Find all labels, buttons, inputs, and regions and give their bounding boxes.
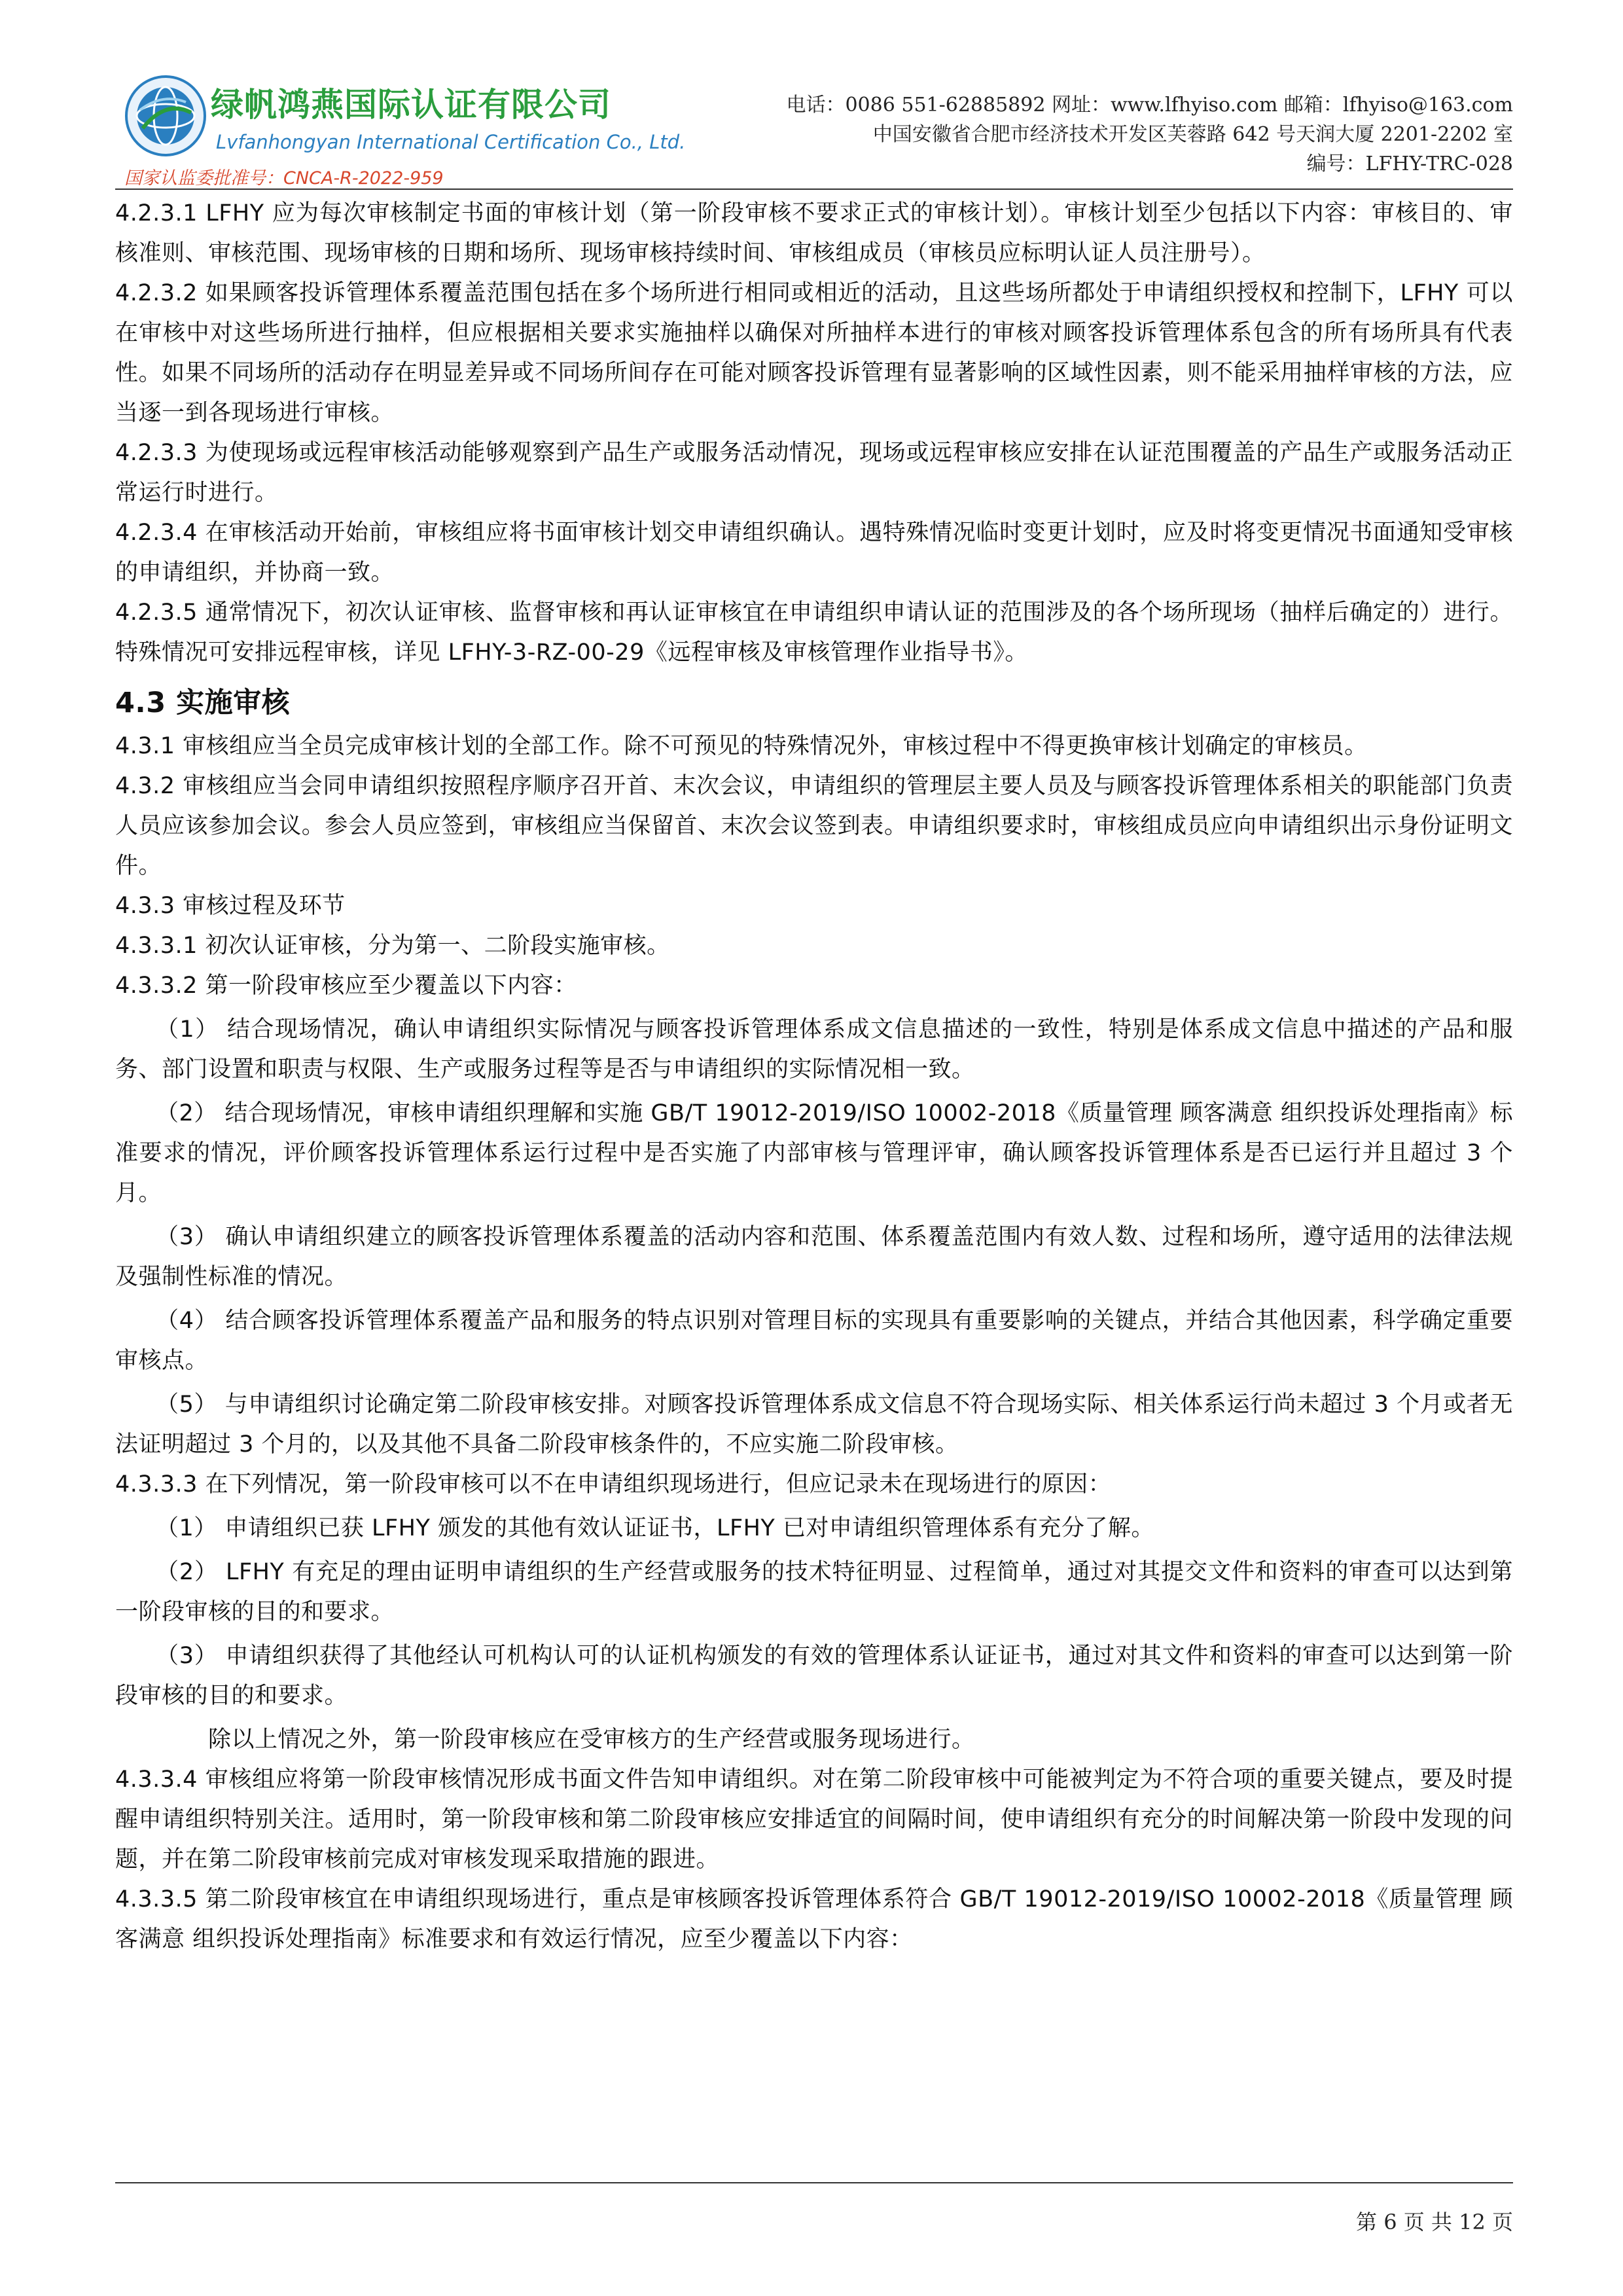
globe-logo-icon (123, 73, 208, 158)
footer-divider (115, 2182, 1513, 2183)
page-header (0, 0, 1623, 196)
clause-4-2-3-2: 4.2.3.2 如果顾客投诉管理体系覆盖范围包括在多个场所进行相同或相近的活动，且这些场所都处于申请组织授权和控制下，LFHY 可以在审核中对这些场所进行抽样，但应根据相关要求实施抽样以确保对所抽样本进行的审核对顾客投诉管理体系包含的所有场所具有代表性。如果不同场所的活动存在明显差异或不同场所间存在可能对顾客投诉管理有显著影响的区域性因素，则不能采用抽样审核的方法，应当逐一到各现场进行审核。 (115, 280, 1513, 426)
contact-info (786, 90, 1513, 179)
clause-4-2-3-1: 4.2.3.1 LFHY 应为每次审核制定书面的审核计划（第一阶段审核不要求正式的审核计划）。审核计划至少包括以下内容：审核目的、审核准则、审核范围、现场审核的日期和场所、现场审核持续时间、审核组成员（审核员应标明认证人员注册号）。 (115, 200, 1513, 266)
clause-4-3-2: 4.3.2 审核组应当会同申请组织按照程序顺序召开首、末次会议，申请组织的管理层主要人员及与顾客投诉管理体系相关的职能部门负责人员应该参加会议。参会人员应签到，审核组应当保留首、末次会议签到表。申请组织要求时，审核组成员应向申请组织出示身份证明文件。 (115, 773, 1513, 879)
stage1-item-4: （4） 结合顾客投诉管理体系覆盖产品和服务的特点识别对管理目标的实现具有重要影响的关键点，并结合其他因素，科学确定重要审核点。 (115, 1308, 1513, 1374)
document-number: 编号：LFHY-TRC-028 (1306, 152, 1513, 175)
clause-4-3-3: 4.3.3 审核过程及环节 (115, 893, 346, 919)
contact-address: 中国安徽省合肥市经济技术开发区芙蓉路 642 号天润大厦 2201-2202 室 (872, 123, 1513, 146)
clause-4-2-3-4: 4.2.3.4 在审核活动开始前，审核组应将书面审核计划交申请组织确认。遇特殊情况临时变更计划时，应及时将变更情况书面通知受审核的申请组织，并协商一致。 (115, 520, 1513, 586)
offsite-item-2: （2） LFHY 有充足的理由证明申请组织的生产经营或服务的技术特征明显、过程简单，通过对其提交文件和资料的审查可以达到第一阶段审核的目的和要求。 (115, 1559, 1513, 1625)
contact-phone-web-email: 电话：0086 551-62885892 网址：www.lfhyiso.com 邮箱：lfhyiso@163.com (786, 94, 1513, 117)
clause-4-3-1: 4.3.1 审核组应当全员完成审核计划的全部工作。除不可预见的特殊情况外，审核过程中不得更换审核计划确定的审核员。 (115, 733, 1368, 759)
stage1-item-3: （3） 确认申请组织建立的顾客投诉管理体系覆盖的活动内容和范围、体系覆盖范围内有效人数、过程和场所，遵守适用的法律法规及强制性标准的情况。 (115, 1224, 1513, 1290)
section-heading: 4.3 实施审核 (115, 687, 291, 719)
company-name-cn: 绿帆鸿燕国际认证有限公司 (211, 86, 611, 124)
offsite-item-1: （1） 申请组织已获 LFHY 颁发的其他有效认证证书，LFHY 已对申请组织管理体系有充分了解。 (156, 1515, 1154, 1541)
company-logo (123, 73, 208, 158)
clause-4-3-3-1: 4.3.3.1 初次认证审核，分为第一、二阶段实施审核。 (115, 933, 670, 959)
company-name-en: Lvfanhongyan International Certification Co., Ltd. (216, 131, 686, 153)
stage1-item-1: （1） 结合现场情况，确认申请组织实际情况与顾客投诉管理体系成文信息描述的一致性，特别是体系成文信息中描述的产品和服务、部门设置和职责与权限、生产或服务过程等是否与申请组织的实际情况相一致。 (115, 1016, 1513, 1083)
stage1-item-2: （2） 结合现场情况，审核申请组织理解和实施 GB/T 19012-2019/ISO 10002-2018《质量管理 顾客满意 组织投诉处理指南》标准要求的情况，评价顾客投诉管理体系运行过程中是否实施了内部审核与管理评审，确认顾客投诉管理体系是否已运行并且超过 3 个月。 (115, 1100, 1513, 1206)
approval-number: 国家认监委批准号：CNCA-R-2022-959 (124, 168, 444, 188)
stage1-item-5: （5） 与申请组织讨论确定第二阶段审核安排。对顾客投诉管理体系成文信息不符合现场实际、相关体系运行尚未超过 3 个月或者无法证明超过 3 个月的，以及其他不具备二阶段审核条件的，不应实施二阶段审核。 (115, 1391, 1513, 1458)
clause-4-3-3-3: 4.3.3.3 在下列情况，第一阶段审核可以不在申请组织现场进行，但应记录未在现场进行的原因： (115, 1471, 1112, 1498)
clause-4-2-3-3: 4.2.3.3 为使现场或远程审核活动能够观察到产品生产或服务活动情况，现场或远程审核应安排在认证范围覆盖的产品生产或服务活动正常运行时进行。 (115, 440, 1513, 506)
clause-4-2-3-5: 4.2.3.5 通常情况下，初次认证审核、监督审核和再认证审核宜在申请组织申请认证的范围涉及的各个场所现场（抽样后确定的）进行。特殊情况可安排远程审核，详见 LFHY-3-RZ-00-29《远程审核及审核管理作业指导书》。 (115, 600, 1513, 666)
offsite-item-3: （3） 申请组织获得了其他经认可机构认可的认证机构颁发的有效的管理体系认证证书，通过对其文件和资料的审查可以达到第一阶段审核的目的和要求。 (115, 1643, 1513, 1709)
header-divider (115, 188, 1513, 190)
page-number: 第 6 页 共 12 页 (1356, 2210, 1513, 2234)
offsite-note: 除以上情况之外，第一阶段审核应在受审核方的生产经营或服务现场进行。 (208, 1727, 975, 1753)
clause-4-3-3-2: 4.3.3.2 第一阶段审核应至少覆盖以下内容： (115, 973, 577, 999)
clause-4-3-3-4: 4.3.3.4 审核组应将第一阶段审核情况形成书面文件告知申请组织。对在第二阶段审核中可能被判定为不符合项的重要关键点，要及时提醒申请组织特别关注。适用时，第一阶段审核和第二阶段审核应安排适宜的间隔时间，使申请组织有充分的时间解决第一阶段中发现的问题，并在第二阶段审核前完成对审核发现采取措施的跟进。 (115, 1767, 1513, 1873)
document-body (115, 194, 1513, 1960)
clause-4-3-3-5: 4.3.3.5 第二阶段审核宜在申请组织现场进行，重点是审核顾客投诉管理体系符合 GB/T 19012-2019/ISO 10002-2018《质量管理 顾客满意 组织投诉处理指南》标准要求和有效运行情况，应至少覆盖以下内容： (115, 1886, 1513, 1952)
